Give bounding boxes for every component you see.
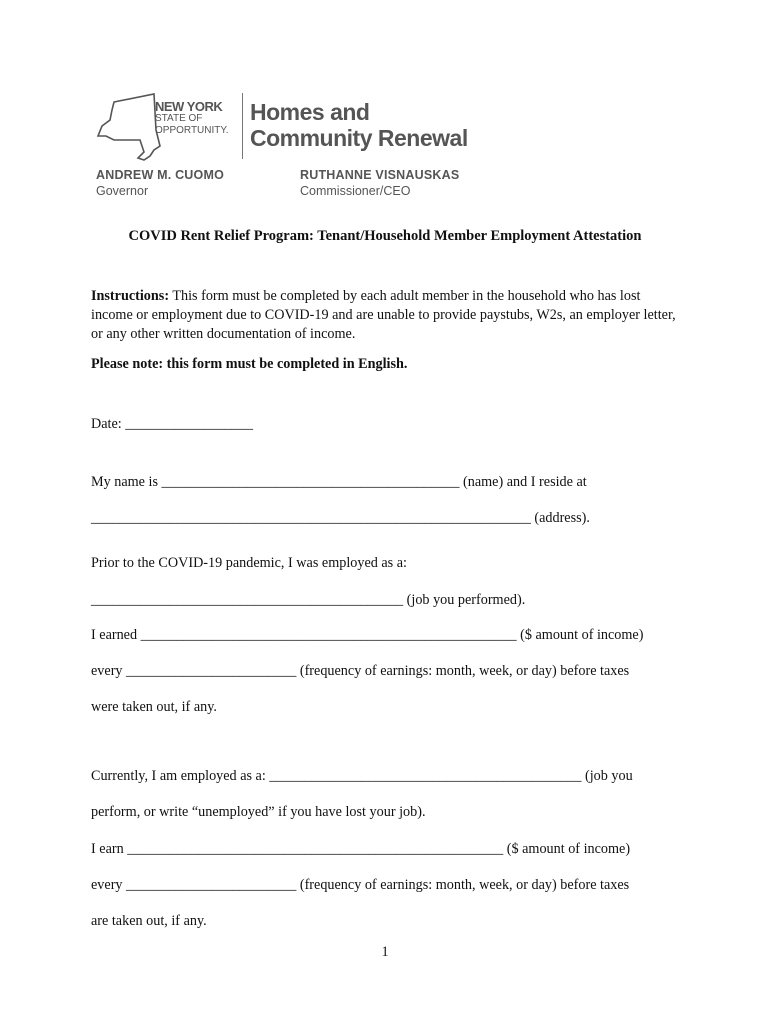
current-job-field[interactable]: Currently, I am employed as a: ____________________________________________ (job you bbox=[91, 768, 633, 784]
form-title: COVID Rent Relief Program: Tenant/Household Member Employment Attestation bbox=[128, 228, 642, 244]
current-frequency-field[interactable]: every ________________________ (frequency of earnings: month, week, or day) before taxes bbox=[91, 877, 630, 893]
english-note: Please note: this form must be completed in English. bbox=[91, 356, 408, 372]
current-job-text: perform, or write “unemployed” if you have lost your job). bbox=[91, 804, 426, 820]
current-income-field[interactable]: I earn _____________________________________________________ ($ amount of income) bbox=[91, 841, 631, 857]
agency-name bbox=[250, 99, 468, 151]
agency-line: Homes and bbox=[250, 99, 370, 125]
nys-logo-text bbox=[155, 101, 229, 137]
official-name: ANDREW M. CUOMO bbox=[96, 168, 224, 182]
official-name: RUTHANNE VISNAUSKAS bbox=[300, 168, 460, 182]
page-number: 1 bbox=[381, 944, 389, 960]
prior-frequency-field[interactable]: every ________________________ (frequency of earnings: month, week, or day) before taxes bbox=[91, 663, 630, 679]
instructions-text: This form must be completed by each adult member in the household who has lost income or employment due to COVID-19 and are unable to provide paystubs, W2s, an employer letter, or any other written documentation of income. bbox=[91, 288, 676, 342]
logo-text: STATE OF bbox=[155, 113, 203, 124]
date-field[interactable]: Date: __________________ bbox=[91, 416, 253, 432]
logo-text: NEW YORK bbox=[155, 99, 223, 114]
prior-job-field[interactable]: ____________________________________________ (job you performed). bbox=[91, 592, 526, 608]
prior-employment-label: Prior to the COVID-19 pandemic, I was employed as a: bbox=[91, 555, 407, 571]
current-frequency-text: are taken out, if any. bbox=[91, 913, 207, 929]
logo-divider bbox=[242, 93, 243, 159]
official-title: Commissioner/CEO bbox=[300, 184, 411, 198]
official-title: Governor bbox=[96, 184, 149, 198]
prior-frequency-text: were taken out, if any. bbox=[91, 699, 217, 715]
agency-line: Community Renewal bbox=[250, 125, 468, 151]
commissioner-block bbox=[300, 167, 459, 199]
instructions-label: Instructions: bbox=[91, 288, 170, 304]
name-field[interactable]: My name is __________________________________________ (name) and I reside at bbox=[91, 474, 587, 490]
new-york-state-map-logo bbox=[94, 90, 164, 165]
instructions bbox=[91, 287, 681, 344]
logo-text: OPPORTUNITY. bbox=[155, 125, 229, 136]
address-field[interactable]: ______________________________________________________________ (address). bbox=[91, 510, 590, 526]
governor-block bbox=[96, 167, 224, 199]
prior-income-field[interactable]: I earned _____________________________________________________ ($ amount of income) bbox=[91, 627, 644, 643]
